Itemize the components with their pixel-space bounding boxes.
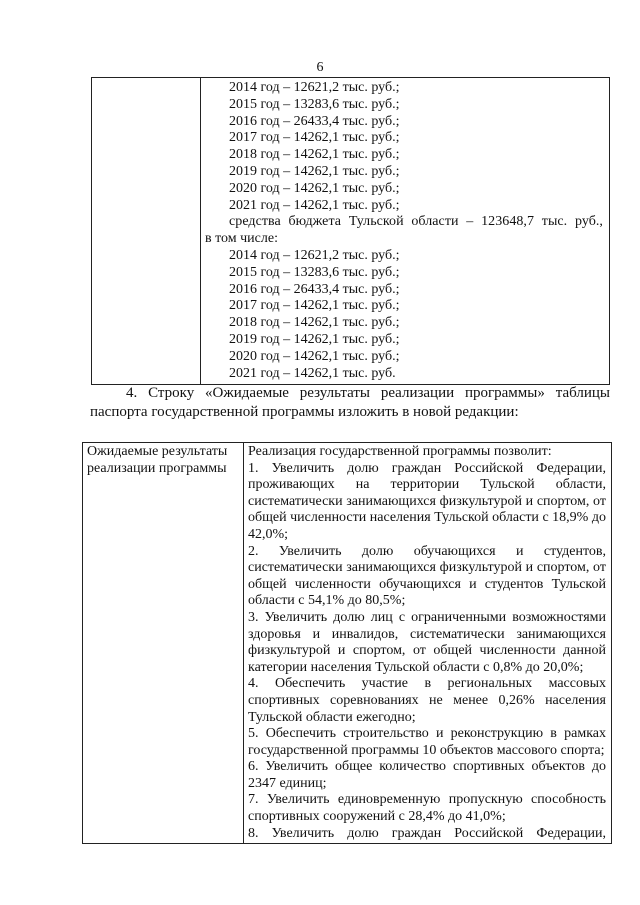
budget-year-line: 2014 год – 12621,2 тыс. руб.; bbox=[229, 247, 400, 263]
result-item: 1. Увеличить долю граждан Российской Федерации, проживающих на территории Тульской области, систематически занимающихся физкультурой и спортом, от общей численности населения Тульской области с 18,9% до 42,0%; bbox=[248, 460, 606, 542]
budget-year-line: 2017 год – 14262,1 тыс. руб.; bbox=[229, 298, 400, 314]
budget-year-line: 2020 год – 14262,1 тыс. руб.; bbox=[229, 348, 400, 364]
financing-values-cell bbox=[201, 78, 610, 385]
financing-year-line: 2021 год – 14262,1 тыс. руб.; bbox=[229, 197, 400, 213]
financing-label-cell bbox=[92, 78, 201, 385]
budget-year-line: 2016 год – 26433,4 тыс. руб.; bbox=[229, 281, 400, 297]
budget-total-line: средства бюджета Тульской области – 123648,7 тыс. руб., bbox=[229, 214, 603, 230]
results-table bbox=[82, 442, 612, 844]
financing-table bbox=[91, 77, 610, 385]
budget-year-line: 2018 год – 14262,1 тыс. руб.; bbox=[229, 315, 400, 331]
financing-year-line: 2014 год – 12621,2 тыс. руб.; bbox=[229, 80, 400, 95]
financing-year-line: 2016 год – 26433,4 тыс. руб.; bbox=[229, 113, 400, 129]
budget-year-line: 2015 год – 13283,6 тыс. руб.; bbox=[229, 264, 400, 280]
result-item: 2. Увеличить долю обучающихся и студентов, систематически занимающихся физкультурой и спортом, от общей численности обучающихся и студентов Тульской области с 54,1% до 80,5%; bbox=[248, 543, 606, 609]
amendment-line-1: 4. Строку «Ожидаемые результаты реализации программы» таблицы bbox=[126, 385, 610, 401]
financing-year-line: 2019 год – 14262,1 тыс. руб.; bbox=[229, 163, 400, 179]
results-content-cell bbox=[244, 443, 612, 844]
result-item: 5. Обеспечить строительство и реконструкцию в рамках государственной программы 10 объектов массового спорта; bbox=[248, 726, 606, 758]
result-item: 6. Увеличить общее количество спортивных объектов до 2347 единиц; bbox=[248, 759, 606, 791]
financing-year-line: 2020 год – 14262,1 тыс. руб.; bbox=[229, 180, 400, 196]
results-intro: Реализация государственной программы позволит: bbox=[248, 444, 552, 459]
financing-year-line: 2015 год – 13283,6 тыс. руб.; bbox=[229, 96, 400, 112]
page-number: 6 bbox=[316, 60, 324, 75]
result-item-partial bbox=[248, 826, 606, 843]
results-label-cell bbox=[83, 443, 244, 844]
financing-year-line: 2017 год – 14262,1 тыс. руб.; bbox=[229, 130, 400, 146]
result-item: 4. Обеспечить участие в региональных массовых спортивных соревнованиях не менее 0,26% населения Тульской области ежегодно; bbox=[248, 676, 606, 725]
financing-year-line: 2018 год – 14262,1 тыс. руб.; bbox=[229, 147, 400, 163]
amendment-line-2: паспорта государственной программы изложить в новой редакции: bbox=[90, 403, 519, 420]
result-item-partial-text: 8. Увеличить долю граждан Российской Федерации, bbox=[248, 825, 606, 841]
results-label: Ожидаемые результаты реализации программы bbox=[87, 444, 228, 476]
budget-including-line: в том числе: bbox=[205, 231, 278, 247]
budget-year-line: 2021 год – 14262,1 тыс. руб. bbox=[229, 365, 396, 381]
result-item: 3. Увеличить долю лиц с ограниченными возможностями здоровья и инвалидов, систематически занимающихся физкультурой и спортом, от общей численности данной категории населения Тульской области с 0,8% до 20,0%; bbox=[248, 609, 606, 675]
budget-year-line: 2019 год – 14262,1 тыс. руб.; bbox=[229, 331, 400, 347]
amendment-paragraph bbox=[90, 384, 610, 421]
result-item: 7. Увеличить единовременную пропускную способность спортивных сооружений с 28,4% до 41,0%; bbox=[248, 792, 606, 825]
